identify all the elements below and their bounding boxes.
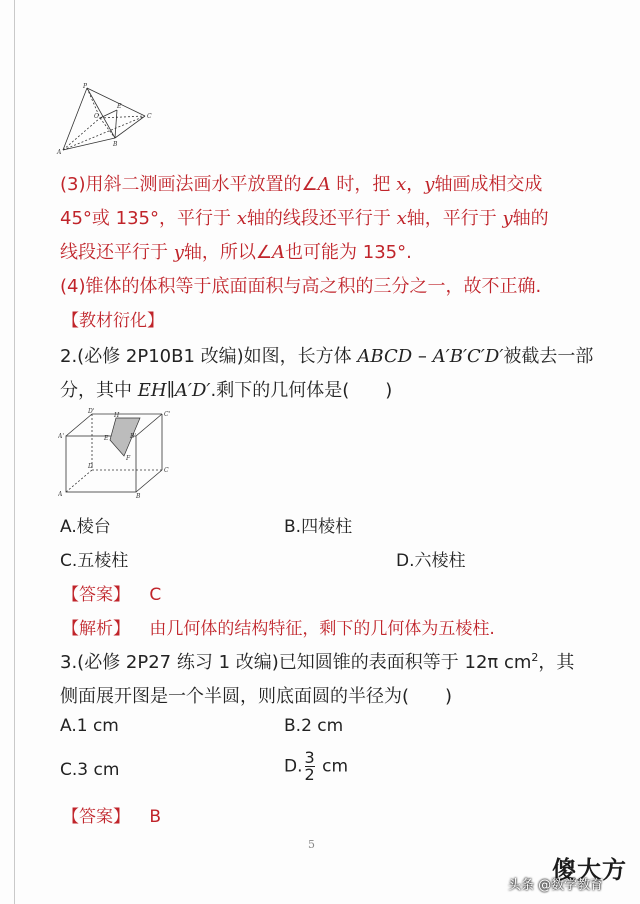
q2-line1: 2.(必修 2P10B1 改编)如图，长方体 ABCD – A′B′C′D′被截去一部 — [60, 346, 594, 367]
fig1-label-c: C — [147, 113, 152, 120]
fig2-label-a: A — [58, 491, 63, 498]
fig2-label-c1: C' — [164, 411, 171, 418]
fig1-label-p: P — [83, 83, 88, 90]
fig1-label-o: O — [94, 113, 99, 120]
item3-line1: (3)用斜二测画法画水平放置的∠A 时，把 x，y轴画成相交成 — [60, 174, 543, 195]
q2-analysis-row — [62, 614, 495, 639]
item4-text: (4)锥体的体积等于底面面积与高之积的三分之一，故不正确. — [60, 276, 542, 297]
page-number: 5 — [308, 838, 315, 851]
q2-option-c: C.五棱柱 — [60, 551, 129, 571]
fig2-label-d1: D' — [88, 408, 95, 415]
q2-option-d: D.六棱柱 — [396, 551, 466, 571]
answer-value: B — [149, 807, 162, 827]
cuboid-figure — [58, 408, 178, 500]
q2-answer-row — [62, 580, 161, 605]
q3-option-c: C.3 cm — [60, 760, 120, 780]
fig2-label-b: B — [136, 493, 141, 500]
q3-line1: 3.(必修 2P27 练习 1 改编)已知圆锥的表面积等于 12π $cm^2$，其 — [60, 651, 575, 673]
item3-line2: 45°或 135°，平行于 x轴的线段还平行于 x轴，平行于 y轴的 — [60, 208, 549, 229]
answer-value: C — [149, 585, 162, 605]
q3-line2: 侧面展开图是一个半圆，则底面圆的半径为( ) — [60, 686, 453, 707]
fig1-label-b: B — [113, 141, 118, 148]
answer-tag: 【答案】 — [62, 585, 130, 605]
q3-answer-row — [62, 802, 161, 827]
analysis-text: 由几何体的结构特征，剩下的几何体为五棱柱. — [149, 619, 495, 639]
fig2-label-e: E — [104, 435, 109, 442]
item3-line3: 线段还平行于 y轴，所以∠A也可能为 135°. — [60, 242, 412, 263]
q2-line2: 分，其中 EH∥A′D′.剩下的几何体是( ) — [60, 380, 393, 401]
q2-option-b: B.四棱柱 — [284, 517, 353, 537]
fig1-label-e: E — [117, 103, 122, 110]
fig2-label-h: H — [114, 412, 120, 419]
watermark-logo: 傻大方 — [552, 856, 627, 884]
q3-option-a: A.1 cm — [60, 716, 119, 736]
page-left-border — [14, 0, 15, 904]
q2-option-a: A.棱台 — [60, 517, 111, 537]
fig2-label-f: F — [126, 455, 131, 462]
fig2-label-d: D — [88, 463, 93, 470]
fig1-label-a: A — [57, 149, 62, 156]
q3-option-d: D. $\frac{3}{2}$ cm — [284, 748, 348, 784]
section-title: 【教材衍化】 — [62, 311, 164, 331]
q3-option-b: B.2 cm — [284, 716, 344, 736]
watermark-credit: 头条 @数学教育 — [508, 878, 604, 893]
fig2-label-b1: B' — [130, 433, 137, 440]
fig2-label-c: C — [164, 467, 169, 474]
pyramid-figure — [55, 82, 155, 156]
answer-tag: 【答案】 — [62, 807, 130, 827]
analysis-tag: 【解析】 — [62, 619, 130, 639]
fig2-label-a1: A' — [58, 433, 64, 440]
fraction-three-halves: $\frac{3}{2}$ — [304, 748, 315, 784]
